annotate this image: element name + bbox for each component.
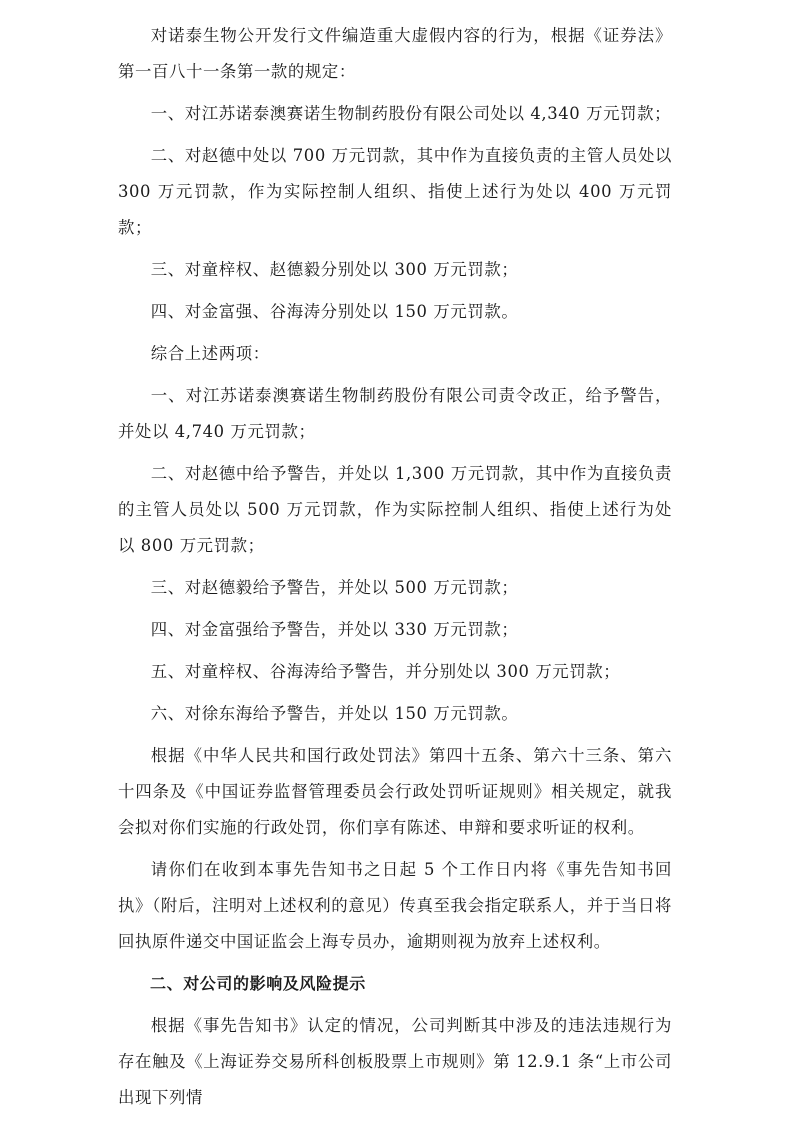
- paragraph-penalty-3: 三、对童梓权、赵德毅分别处以 300 万元罚款；: [150, 260, 519, 279]
- paragraph-rights: 根据《中华人民共和国行政处罚法》第四十五条、第六十三条、第六十四条及《中国证券监督管理委员会行政处罚听证规则》相关规定，就我会拟对你们实施的行政处罚，你们享有陈述、申辩和要求听证的权利。: [118, 746, 672, 837]
- paragraph-penalty-1: 一、对江苏诺泰澳赛诺生物制药股份有限公司处以 4,340 万元罚款；: [150, 104, 672, 123]
- paragraph-summary-1: 一、对江苏诺泰澳赛诺生物制药股份有限公司责令改正，给予警告，并处以 4,740 万元罚款；: [118, 386, 672, 441]
- paragraph-penalty-4: 四、对金富强、谷海涛分别处以 150 万元罚款。: [150, 302, 519, 321]
- paragraph-summary-5: 五、对童梓权、谷海涛给予警告，并分别处以 300 万元罚款；: [150, 662, 621, 681]
- paragraph-basis: 对诺泰生物公开发行文件编造重大虚假内容的行为，根据《证券法》第一百八十一条第一款的规定：: [118, 26, 672, 81]
- section-heading: 二、对公司的影响及风险提示: [150, 974, 366, 993]
- paragraph-summary-3: 三、对赵德毅给予警告，并处以 500 万元罚款；: [150, 578, 519, 597]
- paragraph-summary-intro: 综合上述两项：: [150, 344, 270, 363]
- document-page: [118, 18, 672, 1122]
- paragraph-summary-6: 六、对徐东海给予警告，并处以 150 万元罚款。: [150, 704, 519, 723]
- paragraph-summary-4: 四、对金富强给予警告，并处以 330 万元罚款；: [150, 620, 519, 639]
- paragraph-instructions: 请你们在收到本事先告知书之日起 5 个工作日内将《事先告知书回执》（附后，注明对上述权利的意见）传真至我会指定联系人，并于当日将回执原件递交中国证监会上海专员办，逾期则视为放弃上述权利。: [118, 860, 672, 951]
- paragraph-penalty-2: 二、对赵德中处以 700 万元罚款，其中作为直接负责的主管人员处以 300 万元罚款，作为实际控制人组织、指使上述行为处以 400 万元罚款；: [118, 146, 672, 237]
- paragraph-summary-2: 二、对赵德中给予警告，并处以 1,300 万元罚款，其中作为直接负责的主管人员处以 500 万元罚款，作为实际控制人组织、指使上述行为处以 800 万元罚款；: [118, 464, 672, 555]
- paragraph-closing: 根据《事先告知书》认定的情况，公司判断其中涉及的违法违规行为存在触及《上海证券交易所科创板股票上市规则》第 12.9.1 条“上市公司出现下列情: [118, 1016, 672, 1107]
